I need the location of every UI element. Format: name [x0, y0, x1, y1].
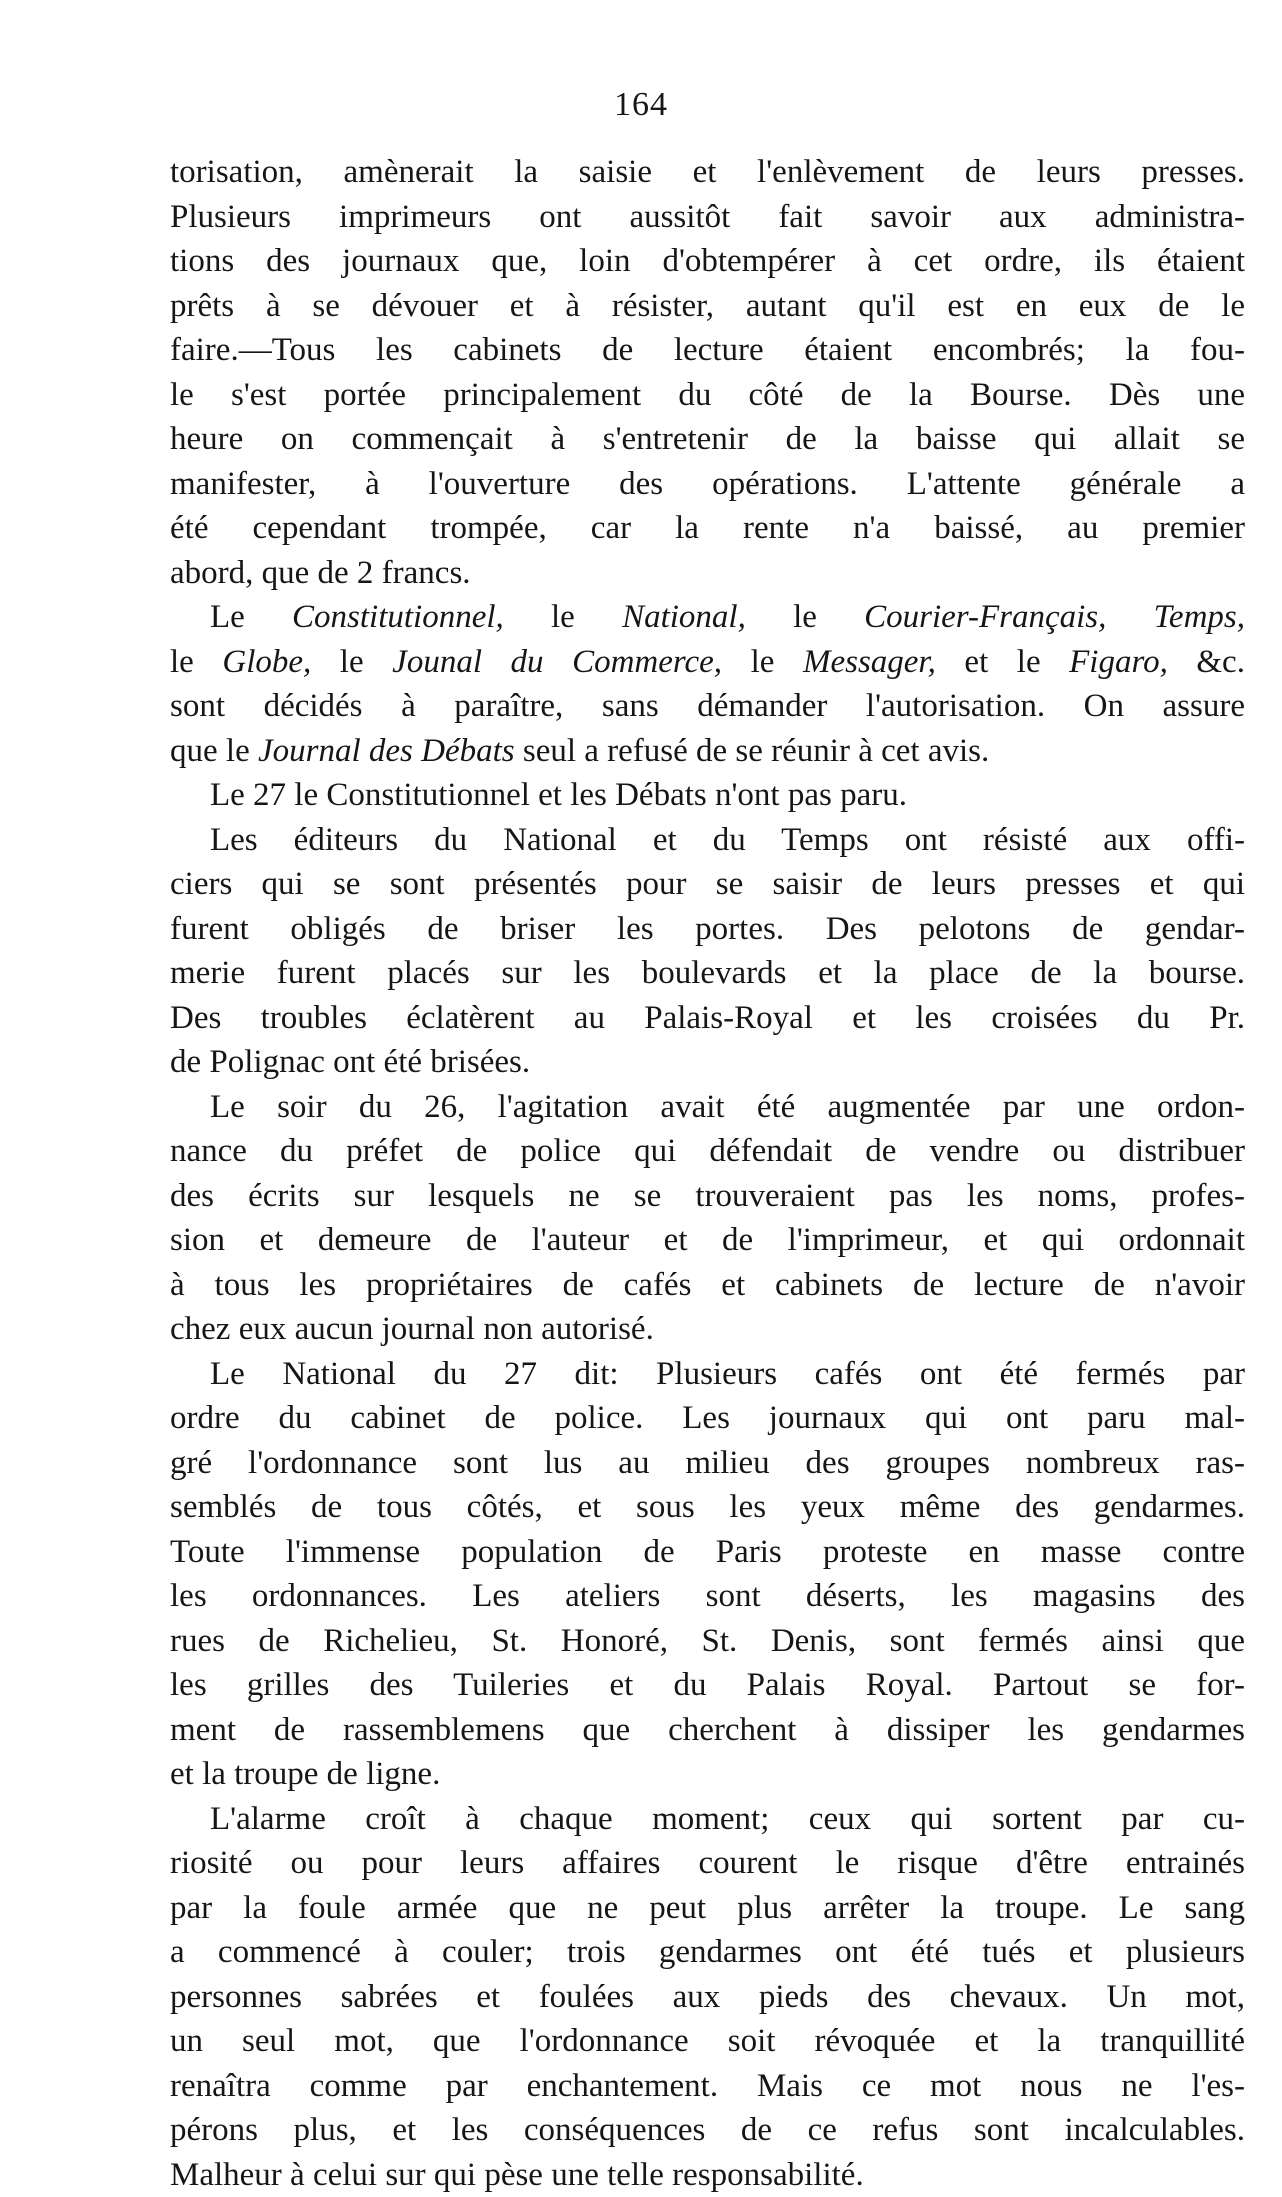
- text-line: de Polignac ont été brisées.: [170, 1040, 1245, 1085]
- text-line: [170, 595, 1245, 640]
- text-line: [170, 729, 1245, 774]
- text-segment: Le: [210, 599, 292, 635]
- text-line: semblés de tous côtés, et sous les yeux même des gendarmes.: [170, 1485, 1245, 1530]
- text-segment: le: [504, 599, 622, 635]
- text-line: Le soir du 26, l'agitation avait été augmentée par une ordon-: [170, 1085, 1245, 1130]
- text-line: le s'est portée principalement du côté de la Bourse. Dès une: [170, 373, 1245, 418]
- text-line: Les éditeurs du National et du Temps ont résisté aux offi-: [170, 818, 1245, 863]
- text-segment: le: [746, 599, 864, 635]
- text-line: renaîtra comme par enchantement. Mais ce mot nous ne l'es-: [170, 2064, 1245, 2109]
- text-line: Le 27 le Constitutionnel et les Débats n'ont pas paru.: [170, 773, 1245, 818]
- text-line: Toute l'immense population de Paris proteste en masse contre: [170, 1530, 1245, 1575]
- italic-title: Constitutionnel,: [292, 599, 504, 635]
- text-segment: le: [170, 644, 222, 680]
- text-segment: sont décidés à paraître, sans démander l'autorisation. On assure: [170, 688, 1245, 724]
- text-line: Malheur à celui sur qui pèse une telle responsabilité.: [170, 2153, 1245, 2197]
- paragraph: [170, 773, 1245, 818]
- paragraph: [170, 595, 1245, 773]
- text-line: prêts à se dévouer et à résister, autant qu'il est en eux de le: [170, 284, 1245, 329]
- paragraph: [170, 150, 1245, 595]
- paragraph: [170, 1352, 1245, 1797]
- italic-title: National,: [622, 599, 746, 635]
- page-number: 164: [0, 86, 1282, 124]
- text-line: ciers qui se sont présentés pour se saisir de leurs presses et qui: [170, 862, 1245, 907]
- text-line: [170, 640, 1245, 685]
- text-line: faire.—Tous les cabinets de lecture étaient encombrés; la fou-: [170, 328, 1245, 373]
- text-segment: &c.: [1168, 644, 1245, 680]
- text-segment: et le: [936, 644, 1069, 680]
- text-line: été cependant trompée, car la rente n'a baissé, au premier: [170, 506, 1245, 551]
- text-line: Plusieurs imprimeurs ont aussitôt fait savoir aux administra-: [170, 195, 1245, 240]
- text-line: [170, 684, 1245, 729]
- text-line: tions des journaux que, loin d'obtempérer à cet ordre, ils étaient: [170, 239, 1245, 284]
- text-line: chez eux aucun journal non autorisé.: [170, 1307, 1245, 1352]
- text-line: a commencé à couler; trois gendarmes ont été tués et plusieurs: [170, 1930, 1245, 1975]
- text-line: heure on commençait à s'entretenir de la baisse qui allait se: [170, 417, 1245, 462]
- text-line: Des troubles éclatèrent au Palais-Royal et les croisées du Pr.: [170, 996, 1245, 1041]
- text-line: ordre du cabinet de police. Les journaux qui ont paru mal-: [170, 1396, 1245, 1441]
- text-segment: le: [311, 644, 392, 680]
- italic-title: Courier-Français,: [864, 599, 1106, 635]
- italic-title: Temps,: [1154, 599, 1245, 635]
- text-line: sion et demeure de l'auteur et de l'imprimeur, et qui ordonnait: [170, 1218, 1245, 1263]
- text-line: un seul mot, que l'ordonnance soit révoquée et la tranquillité: [170, 2019, 1245, 2064]
- text-line: à tous les propriétaires de cafés et cabinets de lecture de n'avoir: [170, 1263, 1245, 1308]
- italic-title: Jounal du Commerce,: [392, 644, 722, 680]
- text-line: personnes sabrées et foulées aux pieds des chevaux. Un mot,: [170, 1975, 1245, 2020]
- text-line: et la troupe de ligne.: [170, 1752, 1245, 1797]
- text-segment: que le: [170, 733, 258, 769]
- text-line: abord, que de 2 francs.: [170, 551, 1245, 596]
- italic-title: Messager,: [803, 644, 936, 680]
- text-line: gré l'ordonnance sont lus au milieu des groupes nombreux ras-: [170, 1441, 1245, 1486]
- paragraph: [170, 1085, 1245, 1352]
- text-line: nance du préfet de police qui défendait de vendre ou distribuer: [170, 1129, 1245, 1174]
- text-line: les ordonnances. Les ateliers sont déserts, les magasins des: [170, 1574, 1245, 1619]
- text-line: pérons plus, et les conséquences de ce refus sont incalculables.: [170, 2108, 1245, 2153]
- text-line: merie furent placés sur les boulevards et la place de la bourse.: [170, 951, 1245, 996]
- text-line: ment de rassemblemens que cherchent à dissiper les gendarmes: [170, 1708, 1245, 1753]
- text-line: manifester, à l'ouverture des opérations. L'attente générale a: [170, 462, 1245, 507]
- text-line: rues de Richelieu, St. Honoré, St. Denis, sont fermés ainsi que: [170, 1619, 1245, 1664]
- paragraph: [170, 1797, 1245, 2197]
- body-text: [170, 150, 1245, 2197]
- italic-title: Journal des Débats: [258, 733, 515, 769]
- text-segment: le: [722, 644, 803, 680]
- text-line: furent obligés de briser les portes. Des pelotons de gendar-: [170, 907, 1245, 952]
- text-line: torisation, amènerait la saisie et l'enlèvement de leurs presses.: [170, 150, 1245, 195]
- text-line: des écrits sur lesquels ne se trouveraient pas les noms, profes-: [170, 1174, 1245, 1219]
- text-line: L'alarme croît à chaque moment; ceux qui sortent par cu-: [170, 1797, 1245, 1842]
- text-segment: seul a refusé de se réunir à cet avis.: [515, 733, 990, 769]
- text-segment: [1106, 599, 1153, 635]
- text-line: riosité ou pour leurs affaires courent le risque d'être entrainés: [170, 1841, 1245, 1886]
- italic-title: Globe,: [222, 644, 311, 680]
- paragraph: [170, 818, 1245, 1085]
- italic-title: Figaro,: [1069, 644, 1168, 680]
- text-line: par la foule armée que ne peut plus arrêter la troupe. Le sang: [170, 1886, 1245, 1931]
- text-line: les grilles des Tuileries et du Palais Royal. Partout se for-: [170, 1663, 1245, 1708]
- text-line: Le National du 27 dit: Plusieurs cafés ont été fermés par: [170, 1352, 1245, 1397]
